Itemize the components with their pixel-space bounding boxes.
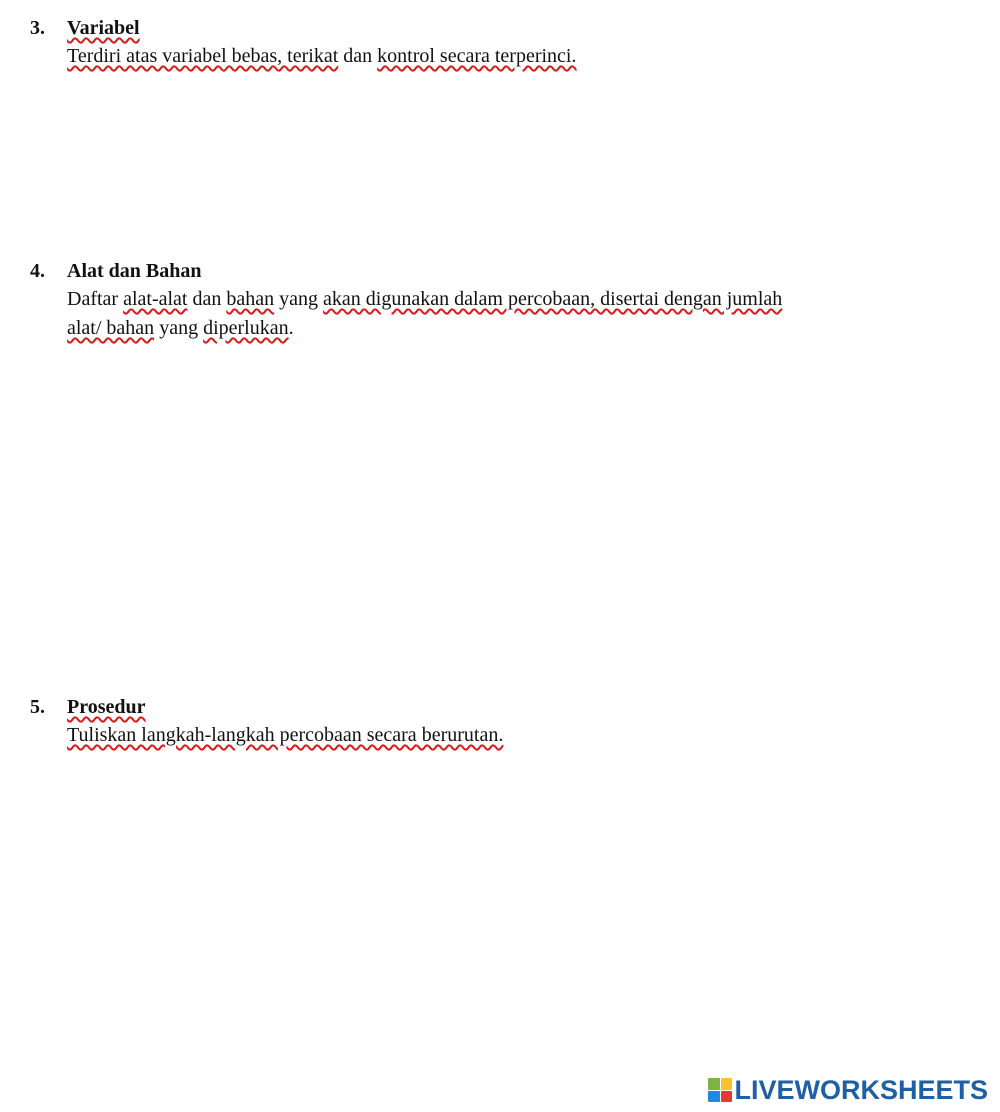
- section-number: 5.: [30, 696, 45, 718]
- description-text: dan: [338, 45, 378, 67]
- watermark-text: LIVEWORKSHEETS: [734, 1074, 988, 1105]
- section-heading: [30, 695, 960, 719]
- description-text: alat/ bahan: [67, 317, 155, 339]
- description-text: diperlukan: [203, 317, 289, 339]
- section-title: Variabel: [67, 17, 140, 39]
- section-title: Prosedur: [67, 696, 146, 718]
- description-text: alat-alat: [123, 288, 188, 310]
- section-alat-dan-bahan: [30, 259, 960, 343]
- description-text: bahan: [226, 288, 275, 310]
- section-number: 4.: [30, 260, 45, 282]
- section-description: [67, 42, 960, 71]
- description-text: yang: [274, 288, 324, 310]
- description-text: Daftar: [67, 288, 124, 310]
- liveworksheets-logo-icon: [708, 1078, 732, 1102]
- section-prosedur: [30, 695, 960, 750]
- description-text: dan: [187, 288, 227, 310]
- section-heading: [30, 259, 960, 283]
- description-text: .: [288, 317, 294, 339]
- description-text: yang: [154, 317, 204, 339]
- description-text: Terdiri atas variabel bebas, terikat: [67, 45, 339, 67]
- section-description: [67, 285, 960, 343]
- description-text: akan digunakan dalam percobaan, disertai dengan jumlah: [323, 288, 783, 310]
- liveworksheets-watermark: [708, 1076, 988, 1104]
- section-number: 3.: [30, 17, 45, 39]
- section-description: [67, 721, 960, 750]
- description-text: kontrol secara terperinci.: [377, 45, 577, 67]
- section-variabel: [30, 16, 960, 71]
- section-heading: [30, 16, 960, 40]
- section-title: Alat dan Bahan: [67, 260, 202, 282]
- description-text: Tuliskan langkah-langkah percobaan secara berurutan.: [67, 724, 504, 746]
